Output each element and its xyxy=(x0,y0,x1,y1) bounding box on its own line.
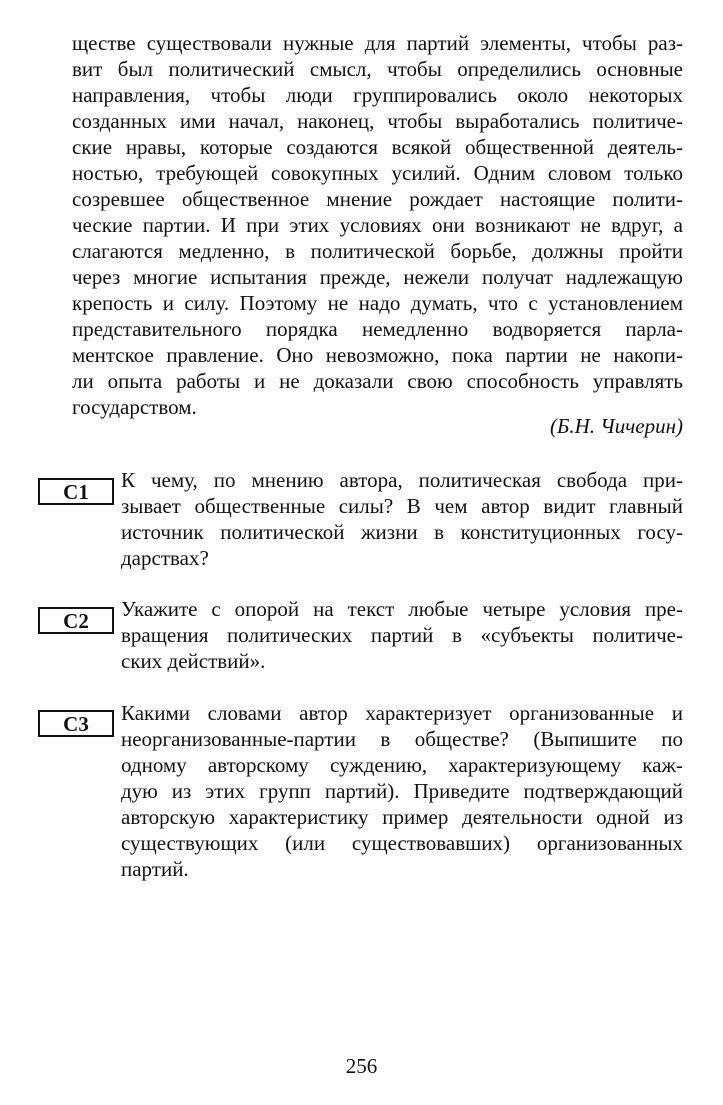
paragraph-line: ческие партии. И при этих условиях они возникают не вдруг, а xyxy=(72,213,683,237)
page-number: 256 xyxy=(345,1054,378,1078)
author-attribution: (Б.Н. Чичерин) xyxy=(549,414,683,438)
question-line: одному авторскому суждению, характеризующему каж- xyxy=(121,753,683,777)
question-line: дую из этих групп партий). Приведите подтверждающий xyxy=(121,779,683,803)
question-line: К чему, по мнению автора, политическая свобода при- xyxy=(121,468,683,492)
task-label-c1: C1 xyxy=(38,478,114,505)
source-paragraph xyxy=(72,30,683,420)
paragraph-line: ли опыта работы и не доказали свою способность управлять xyxy=(72,369,683,393)
paragraph-line: ностью, требующей совокупных усилий. Одним словом только xyxy=(72,161,683,185)
paragraph-line: ментское правление. Оно невозможно, пока партии не накопи- xyxy=(72,343,683,367)
question-line: вращения политических партий в «субъекты политиче- xyxy=(121,623,683,647)
task-label-c2: C2 xyxy=(38,607,114,634)
question-line: Укажите с опорой на текст любые четыре условия пре- xyxy=(121,597,683,621)
question-line: существующих (или существовавших) организованных xyxy=(121,831,683,855)
paragraph-line: ские нравы, которые создаются всякой общественной деятель- xyxy=(72,135,683,159)
paragraph-line: слагаются медленно, в политической борьбе, должны пройти xyxy=(72,239,683,263)
question-line: ских действий». xyxy=(121,649,266,673)
question-line: Какими словами автор характеризует организованные и xyxy=(121,701,683,725)
paragraph-line: через многие испытания прежде, нежели получат надлежащую xyxy=(72,265,683,289)
question-line: авторскую характеристику пример деятельности одной из xyxy=(121,805,683,829)
task-question xyxy=(121,596,683,674)
question-line: партий. xyxy=(121,857,189,881)
paragraph-line: созданных ими начал, наконец, чтобы выработались политиче- xyxy=(72,109,683,133)
question-line: источник политической жизни в конституционных госу- xyxy=(121,520,683,544)
task-question xyxy=(121,467,683,571)
paragraph-line: вит был политический смысл, чтобы определились основные xyxy=(72,57,683,81)
paragraph-line: ществе существовали нужные для партий элементы, чтобы раз- xyxy=(72,31,683,55)
question-line: дарствах? xyxy=(121,546,209,570)
task-label-c3: C3 xyxy=(38,710,114,737)
paragraph-line: направления, чтобы люди группировались около некоторых xyxy=(72,83,683,107)
task-question xyxy=(121,700,683,882)
question-line: неорганизованные-партии в обществе? (Выпишите по xyxy=(121,727,683,751)
paragraph-line: представительного порядка немедленно водворяется парла- xyxy=(72,317,683,341)
paragraph-line: созревшее общественное мнение рождает настоящие полити- xyxy=(72,187,683,211)
paragraph-line: государством. xyxy=(72,395,197,419)
question-line: зывает общественные силы? В чем автор видит главный xyxy=(121,494,683,518)
paragraph-line: крепость и силу. Поэтому не надо думать, что с установлением xyxy=(72,291,683,315)
